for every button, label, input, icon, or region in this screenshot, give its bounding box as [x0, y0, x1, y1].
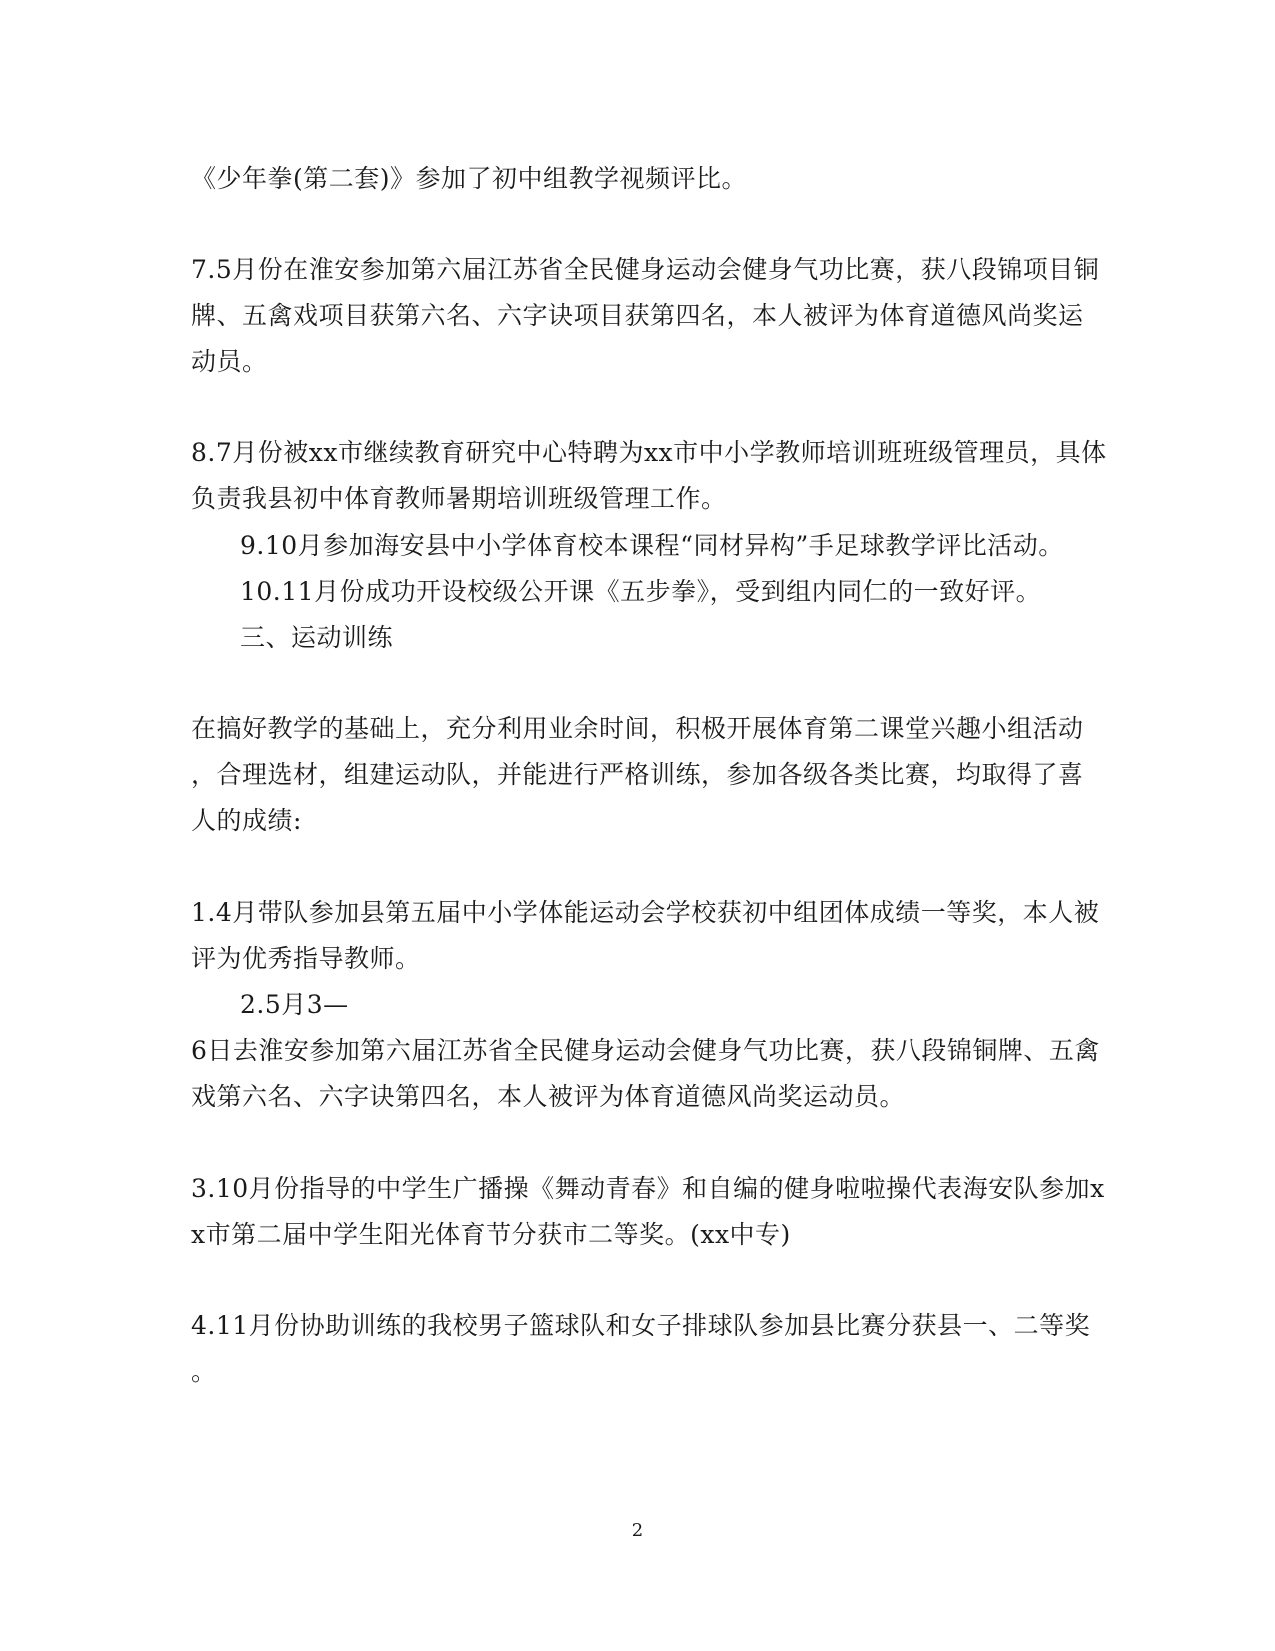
- text-line: 6日去淮安参加第六届江苏省全民健身运动会健身气功比赛，获八段锦铜牌、五禽: [191, 1036, 1100, 1065]
- text-line: 《少年拳(第二套)》参加了初中组教学视频评比。: [191, 164, 748, 193]
- text-line: 8.7月份被xx市继续教育研究中心特聘为xx市中小学教师培训班班级管理员，具体: [191, 438, 1107, 467]
- text-line: 。: [191, 1357, 217, 1386]
- text-line: 在搞好教学的基础上，充分利用业余时间，积极开展体育第二课堂兴趣小组活动: [191, 714, 1084, 743]
- page-number: 2: [631, 1520, 644, 1541]
- text-line: 3.10月份指导的中学生广播操《舞动青春》和自编的健身啦啦操代表海安队参加x: [191, 1174, 1105, 1203]
- text-line: 10.11月份成功开设校级公开课《五步拳》，受到组内同仁的一致好评。: [240, 577, 1042, 606]
- section-heading: 三、运动训练: [240, 623, 394, 652]
- text-line: x市第二届中学生阳光体育节分获市二等奖。(xx中专): [191, 1220, 791, 1249]
- text-line: 2.5月3—: [240, 990, 349, 1019]
- text-line: 戏第六名、六字诀第四名，本人被评为体育道德风尚奖运动员。: [191, 1082, 906, 1111]
- text-line: 负责我县初中体育教师暑期培训班级管理工作。: [191, 484, 727, 513]
- text-line: 7.5月份在淮安参加第六届江苏省全民健身运动会健身气功比赛，获八段锦项目铜: [191, 255, 1100, 284]
- text-line: 评为优秀指导教师。: [191, 944, 421, 973]
- text-line: 4.11月份协助训练的我校男子篮球队和女子排球队参加县比赛分获县一、二等奖: [191, 1311, 1091, 1340]
- text-line: ，合理选材，组建运动队，并能进行严格训练，参加各级各类比赛，均取得了喜: [191, 760, 1084, 789]
- text-line: 人的成绩:: [191, 806, 302, 835]
- text-line: 1.4月带队参加县第五届中小学体能运动会学校获初中组团体成绩一等奖，本人被: [191, 898, 1100, 927]
- text-line: 牌、五禽戏项目获第六名、六字诀项目获第四名，本人被评为体育道德风尚奖运: [191, 301, 1084, 330]
- text-line: 9.10月参加海安县中小学体育校本课程“同材异构”手足球教学评比活动。: [240, 531, 1064, 560]
- text-line: 动员。: [191, 347, 268, 376]
